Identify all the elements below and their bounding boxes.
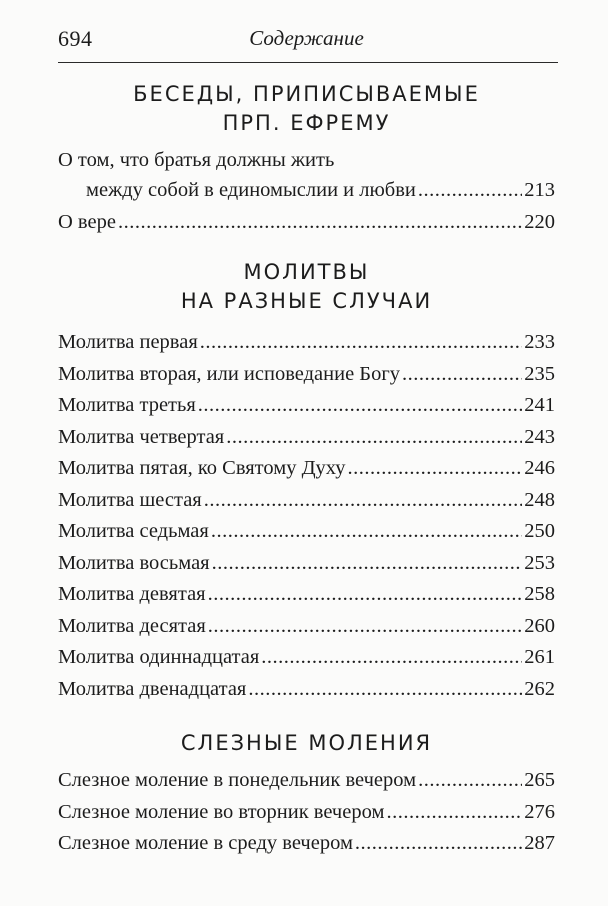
toc-entry-title: О вере bbox=[58, 210, 116, 233]
toc-entry-page: 233 bbox=[524, 331, 555, 353]
toc-entry[interactable] bbox=[58, 548, 555, 580]
toc-entry[interactable] bbox=[58, 516, 555, 548]
toc-entry-page: 287 bbox=[524, 832, 555, 854]
toc-entry[interactable] bbox=[58, 797, 555, 829]
dot-leader bbox=[198, 390, 522, 422]
dot-leader bbox=[211, 516, 522, 548]
toc-entry-title: Слезное моление во вторник вечером bbox=[58, 800, 385, 823]
section-title-line: НА РАЗНЫЕ СЛУЧАИ bbox=[180, 289, 433, 313]
toc-entry-title: Молитва шестая bbox=[58, 488, 202, 511]
toc-entry[interactable] bbox=[58, 359, 555, 391]
toc-entry-title: Молитва пятая, ко Святому Духу bbox=[58, 457, 346, 479]
toc-entry-title: Молитва одиннадцатая bbox=[58, 646, 260, 668]
toc-entry-title: Молитва девятая bbox=[58, 583, 206, 605]
dot-leader bbox=[212, 548, 523, 580]
section-title bbox=[58, 729, 555, 758]
page-header bbox=[58, 22, 555, 62]
section-title-line: МОЛИТВЫ bbox=[243, 260, 370, 284]
toc-entry-page: 213 bbox=[524, 179, 555, 201]
toc-entry[interactable] bbox=[58, 453, 555, 485]
toc-entry[interactable] bbox=[58, 828, 555, 860]
toc-entry-page: 220 bbox=[524, 210, 555, 233]
toc-entry[interactable] bbox=[58, 579, 555, 611]
dot-leader bbox=[355, 828, 522, 860]
toc-entry-page: 260 bbox=[524, 614, 555, 637]
section-title-line: БЕСЕДЫ, ПРИПИСЫВАЕМЫЕ bbox=[133, 82, 480, 106]
toc-entry-first-line bbox=[58, 146, 555, 175]
section-title-line: СЛЕЗНЫЕ МОЛЕНИЯ bbox=[180, 731, 433, 755]
toc-entry-page: 258 bbox=[524, 583, 555, 605]
dot-leader bbox=[204, 485, 523, 517]
toc-entry-page: 253 bbox=[524, 551, 555, 574]
section-title-line: ПРП. ЕФРЕМУ bbox=[222, 111, 391, 135]
dot-leader bbox=[248, 674, 522, 706]
header-rule bbox=[58, 62, 558, 63]
toc-list bbox=[58, 765, 555, 860]
toc-entry[interactable] bbox=[58, 765, 555, 797]
toc-entry[interactable] bbox=[58, 611, 555, 643]
toc-entry-page: 243 bbox=[524, 425, 555, 448]
toc-list bbox=[58, 146, 555, 238]
toc-entry[interactable] bbox=[58, 485, 555, 517]
toc-entry-title: между собой в единомыслии и любви bbox=[86, 179, 416, 201]
toc-entry-title: Молитва седьмая bbox=[58, 520, 209, 542]
toc-entry[interactable] bbox=[58, 422, 555, 454]
toc-entry-title: Слезное моление в понедельник вечером bbox=[58, 769, 417, 791]
section-title bbox=[58, 258, 555, 316]
toc-entry-title: Молитва вторая, или исповедание Богу bbox=[58, 362, 400, 385]
running-head: Содержание bbox=[249, 26, 364, 50]
toc-entry-title: Молитва двенадцатая bbox=[58, 677, 247, 700]
toc-entry-page: 261 bbox=[524, 646, 555, 668]
dot-leader bbox=[348, 453, 523, 485]
toc-entry-page: 265 bbox=[524, 769, 555, 791]
toc-entry[interactable] bbox=[58, 642, 555, 674]
toc-entry-page: 276 bbox=[524, 800, 555, 823]
dot-leader bbox=[261, 642, 522, 674]
toc-entry-title: Слезное моление в среду вечером bbox=[58, 832, 353, 854]
toc-entry[interactable] bbox=[58, 175, 555, 207]
dot-leader bbox=[386, 797, 522, 829]
dot-leader bbox=[418, 765, 522, 797]
toc-entry-page: 235 bbox=[524, 362, 555, 385]
toc-entry-page: 241 bbox=[524, 394, 555, 416]
dot-leader bbox=[418, 175, 522, 207]
toc-list bbox=[58, 327, 555, 705]
page-number: 694 bbox=[58, 26, 93, 51]
dot-leader bbox=[208, 579, 523, 611]
toc-entry-page: 248 bbox=[524, 488, 555, 511]
dot-leader bbox=[208, 611, 522, 643]
dot-leader bbox=[118, 207, 522, 239]
dot-leader bbox=[200, 327, 523, 359]
toc-entry-title: О том, что братья должны жить bbox=[58, 149, 335, 171]
toc-entry-title: Молитва восьмая bbox=[58, 551, 210, 574]
toc-entry-title: Молитва третья bbox=[58, 394, 196, 416]
toc-entry-title: Молитва первая bbox=[58, 331, 198, 353]
toc-entry[interactable] bbox=[58, 327, 555, 359]
toc-entry-page: 262 bbox=[524, 677, 555, 700]
toc-entry[interactable] bbox=[58, 674, 555, 706]
toc-entry-page: 246 bbox=[524, 457, 555, 479]
dot-leader bbox=[402, 359, 522, 391]
toc-entry-title: Молитва четвертая bbox=[58, 425, 225, 448]
toc-entry[interactable] bbox=[58, 390, 555, 422]
toc-entry[interactable] bbox=[58, 207, 555, 239]
dot-leader bbox=[226, 422, 522, 454]
toc-entry-page: 250 bbox=[524, 520, 555, 542]
section-title bbox=[58, 80, 555, 138]
toc-entry-title: Молитва десятая bbox=[58, 614, 206, 637]
